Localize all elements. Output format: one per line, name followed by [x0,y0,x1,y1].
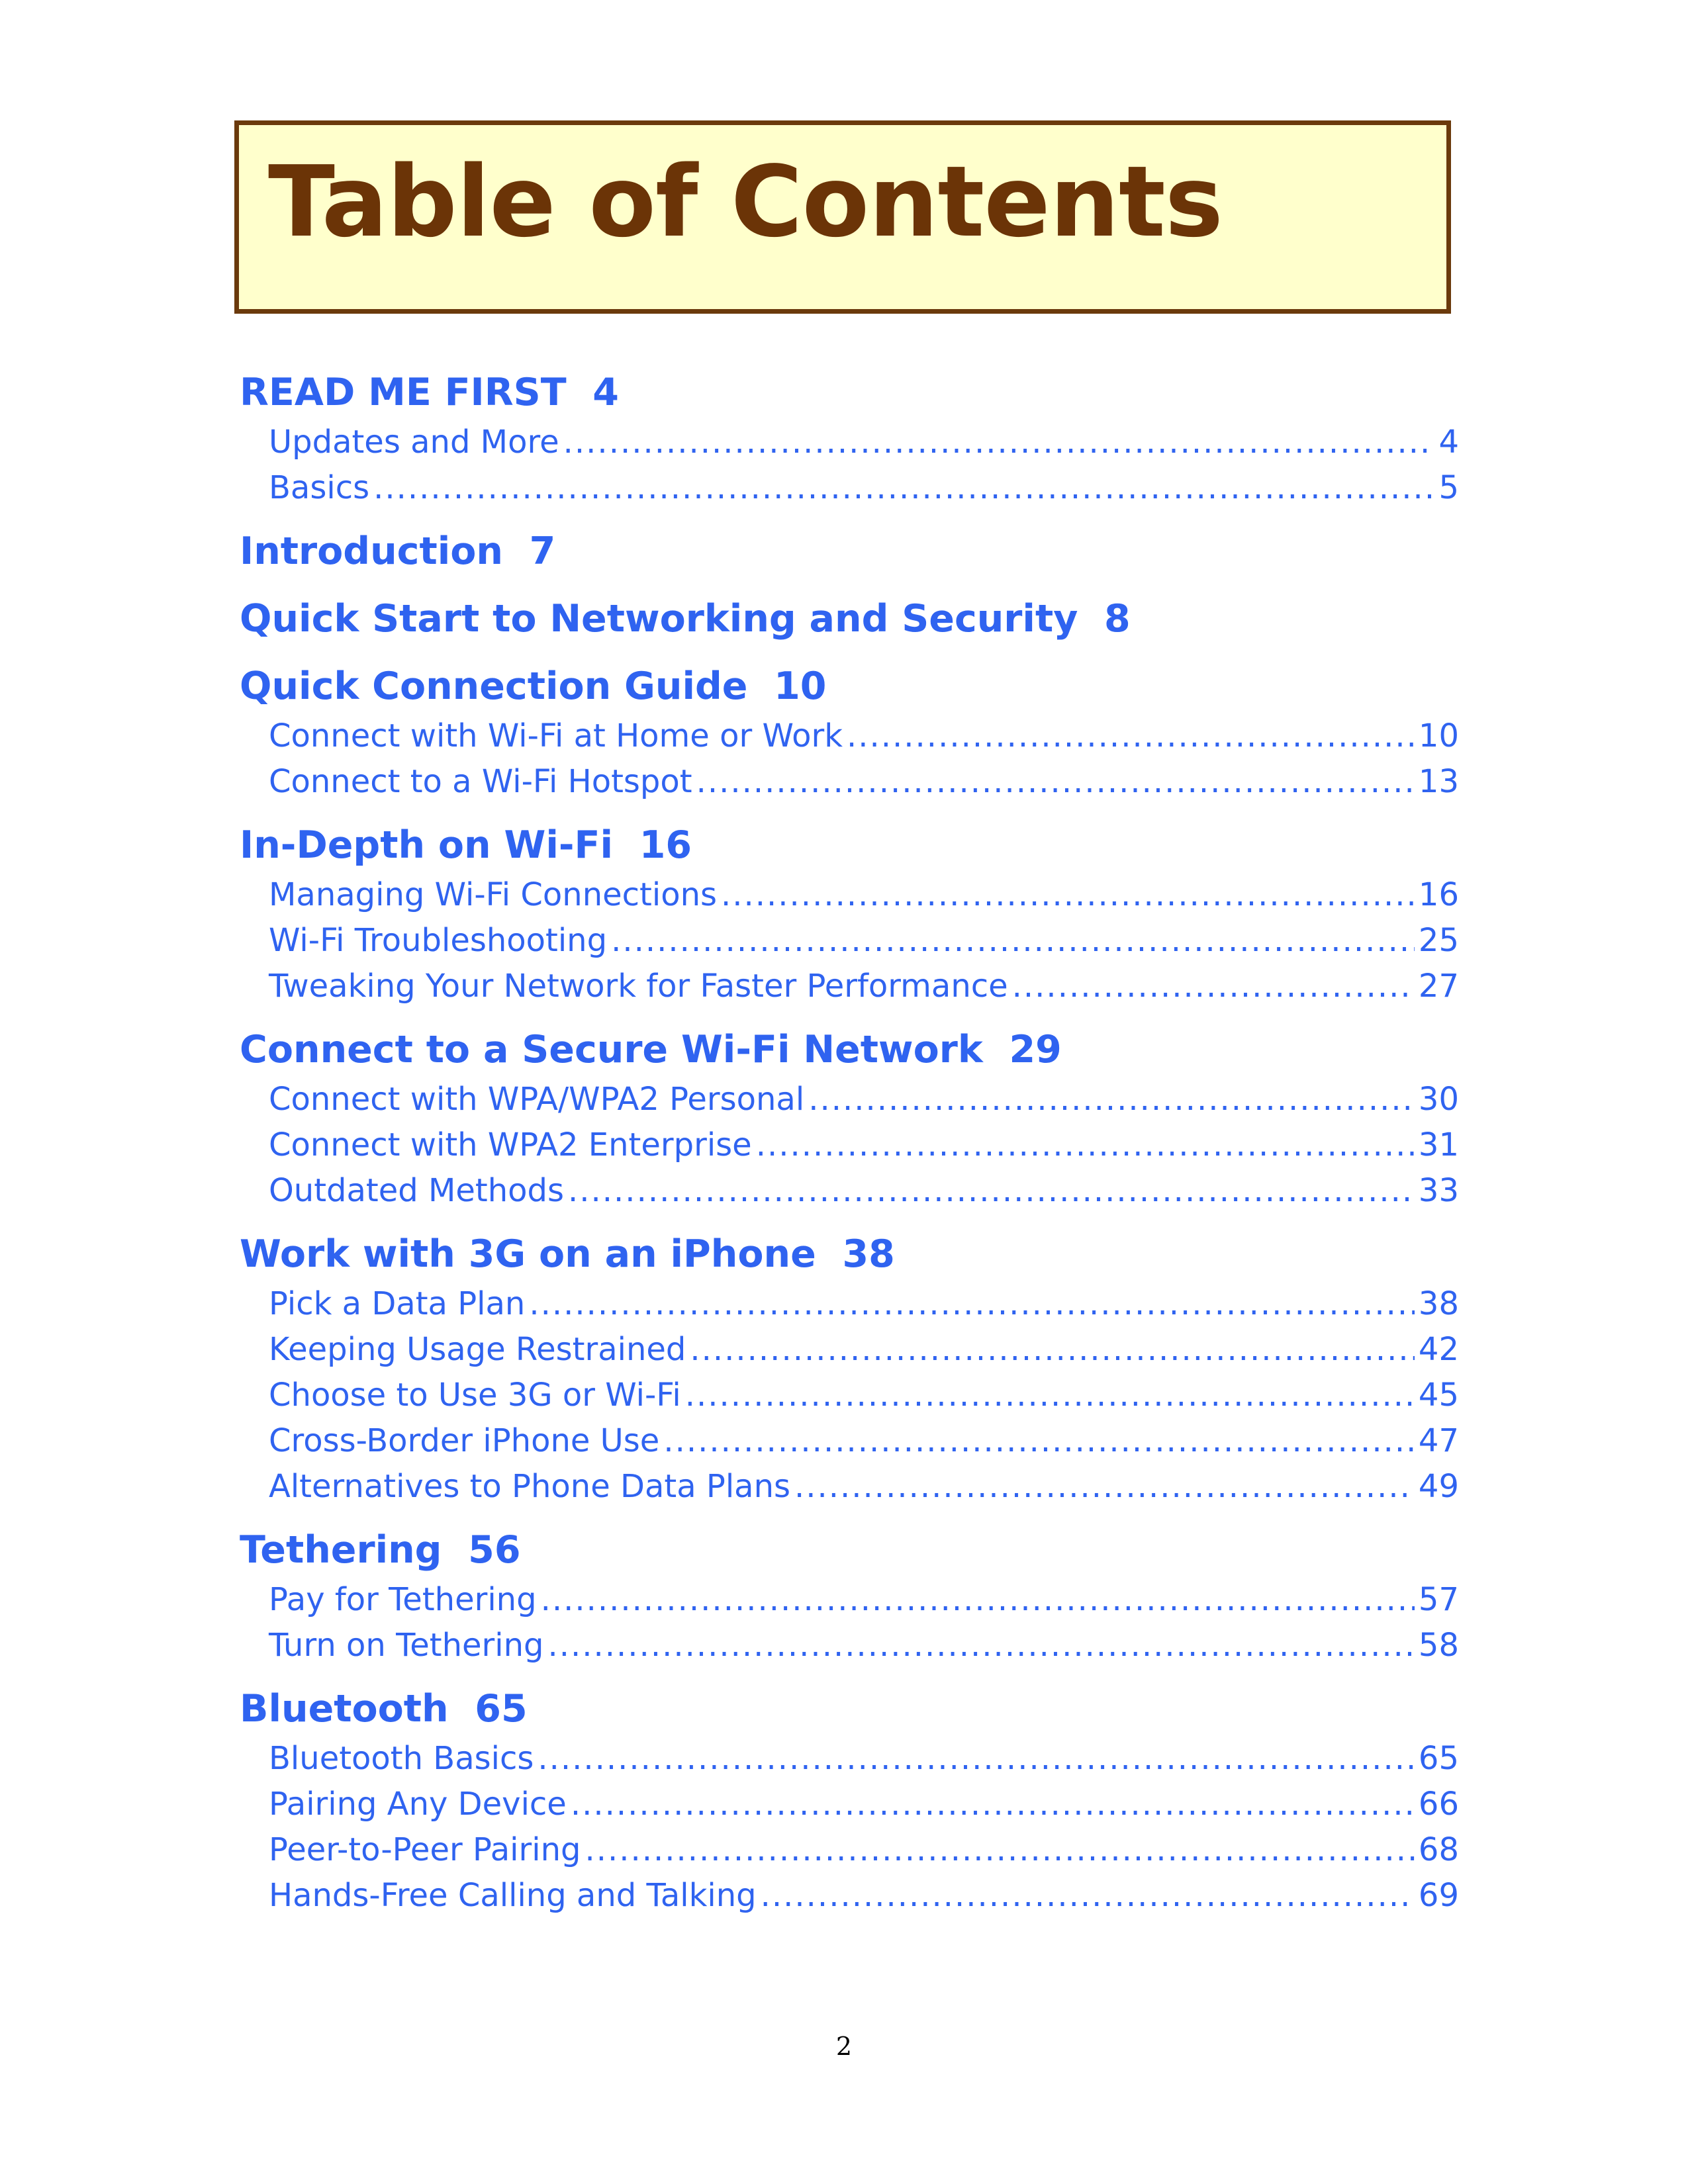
page-number: 2 [835,2032,853,2061]
toc-entry-label: Keeping Usage Restrained [269,1331,686,1368]
toc-section-heading[interactable]: Tethering 56 [240,1528,521,1572]
dot-leader [847,713,1415,759]
toc-section [240,1682,1459,1932]
toc-entry-page: 25 [1418,922,1459,959]
dot-leader [538,1736,1415,1782]
toc-entry-label: Outdated Methods [269,1172,565,1209]
toc-entry-label: Choose to Use 3G or Wi-Fi [269,1377,681,1414]
dot-leader [563,420,1435,465]
dot-leader [1012,964,1415,1009]
toc-entry-page: 66 [1418,1786,1459,1823]
toc-section [240,1023,1459,1227]
toc-entry-page: 4 [1438,424,1459,461]
toc-entry-page: 31 [1418,1126,1459,1163]
toc-section [240,1523,1459,1682]
toc-entry[interactable] [240,1373,1459,1418]
toc-entry[interactable] [240,1168,1459,1214]
section-spacer [240,1668,1459,1682]
toc-entry[interactable] [240,713,1459,759]
toc-entry-page: 16 [1418,876,1459,913]
toc-entry-page: 68 [1418,1831,1459,1868]
toc-entry-page: 13 [1418,763,1459,800]
title-box [234,120,1451,314]
dot-leader [585,1827,1414,1873]
toc-entry-label: Connect to a Wi-Fi Hotspot [269,763,692,800]
toc-entry-page: 49 [1418,1468,1459,1505]
toc-entry-label: Peer-to-Peer Pairing [269,1831,581,1868]
dot-leader [571,1782,1415,1827]
toc-entry-label: Pay for Tethering [269,1581,537,1618]
toc-entry-page: 30 [1418,1081,1459,1118]
toc-entry[interactable] [240,1281,1459,1327]
toc-entry-label: Alternatives to Phone Data Plans [269,1468,790,1505]
toc-entry[interactable] [240,1782,1459,1827]
dot-leader [685,1373,1415,1418]
toc-entry[interactable] [240,759,1459,805]
dot-leader [756,1122,1415,1168]
dot-leader [663,1418,1415,1464]
toc-section-heading[interactable]: Quick Start to Networking and Security 8 [240,597,1131,641]
toc-section-heading[interactable]: READ ME FIRST 4 [240,371,619,414]
dot-leader [548,1623,1415,1668]
toc-entry[interactable] [240,465,1459,511]
toc-entry-label: Connect with WPA2 Enterprise [269,1126,752,1163]
toc-section [240,365,1459,524]
toc-entry-label: Connect with Wi-Fi at Home or Work [269,717,843,754]
dot-leader [529,1281,1415,1327]
toc-entry-page: 38 [1418,1285,1459,1322]
toc-entry-page: 33 [1418,1172,1459,1209]
toc-entry-label: Pick a Data Plan [269,1285,526,1322]
toc-entry[interactable] [240,1418,1459,1464]
toc-entry-label: Turn on Tethering [269,1627,544,1664]
toc-entry-page: 47 [1418,1422,1459,1459]
dot-leader [761,1873,1415,1919]
toc-section [240,1227,1459,1523]
dot-leader [721,872,1415,918]
toc-entry[interactable] [240,1827,1459,1873]
toc-entry-label: Connect with WPA/WPA2 Personal [269,1081,805,1118]
section-spacer [240,646,1459,659]
toc-entry[interactable] [240,964,1459,1009]
toc-entry-label: Updates and More [269,424,559,461]
toc-entry[interactable] [240,872,1459,918]
toc-entry-page: 57 [1418,1581,1459,1618]
table-of-contents [240,365,1459,1932]
dot-leader [696,759,1415,805]
toc-section-heading[interactable]: Bluetooth 65 [240,1687,528,1731]
toc-entry-label: Pairing Any Device [269,1786,567,1823]
dot-leader [808,1077,1415,1122]
toc-section [240,659,1459,818]
dot-leader [373,465,1434,511]
toc-entry[interactable] [240,918,1459,964]
toc-entry[interactable] [240,1464,1459,1510]
toc-entry-page: 45 [1418,1377,1459,1414]
toc-entry[interactable] [240,420,1459,465]
toc-section-heading[interactable]: Quick Connection Guide 10 [240,664,827,708]
toc-entry[interactable] [240,1577,1459,1623]
toc-section-heading[interactable]: Introduction 7 [240,529,556,573]
section-spacer [240,1510,1459,1523]
dot-leader [541,1577,1415,1623]
section-spacer [240,511,1459,524]
toc-section-heading[interactable]: Work with 3G on an iPhone 38 [240,1232,895,1276]
toc-entry[interactable] [240,1122,1459,1168]
toc-entry[interactable] [240,1077,1459,1122]
toc-entry-label: Bluetooth Basics [269,1740,534,1777]
dot-leader [690,1327,1415,1373]
toc-section [240,592,1459,659]
toc-entry-label: Wi-Fi Troubleshooting [269,922,608,959]
toc-entry[interactable] [240,1873,1459,1919]
toc-entry-label: Basics [269,469,370,506]
page-title: Table of Contents [268,145,1223,259]
dot-leader [794,1464,1415,1510]
toc-entry-label: Managing Wi-Fi Connections [269,876,717,913]
toc-section [240,524,1459,592]
section-spacer [240,1009,1459,1023]
section-spacer [240,578,1459,592]
dot-leader [568,1168,1415,1214]
toc-entry-page: 42 [1418,1331,1459,1368]
section-spacer [240,1214,1459,1227]
toc-section-heading[interactable]: Connect to a Secure Wi-Fi Network 29 [240,1028,1062,1071]
toc-entry-page: 65 [1418,1740,1459,1777]
section-spacer [240,1919,1459,1932]
toc-entry-label: Tweaking Your Network for Faster Performance [269,968,1008,1005]
toc-entry-label: Cross-Border iPhone Use [269,1422,660,1459]
toc-entry[interactable] [240,1623,1459,1668]
toc-entry-label: Hands-Free Calling and Talking [269,1877,757,1914]
dot-leader [611,918,1415,964]
toc-entry[interactable] [240,1736,1459,1782]
toc-entry-page: 10 [1418,717,1459,754]
toc-section-heading[interactable]: In-Depth on Wi-Fi 16 [240,823,692,867]
toc-entry-page: 5 [1438,469,1459,506]
toc-entry-page: 27 [1418,968,1459,1005]
toc-section [240,818,1459,1023]
toc-entry[interactable] [240,1327,1459,1373]
section-spacer [240,805,1459,818]
toc-entry-page: 69 [1418,1877,1459,1914]
toc-entry-page: 58 [1418,1627,1459,1664]
